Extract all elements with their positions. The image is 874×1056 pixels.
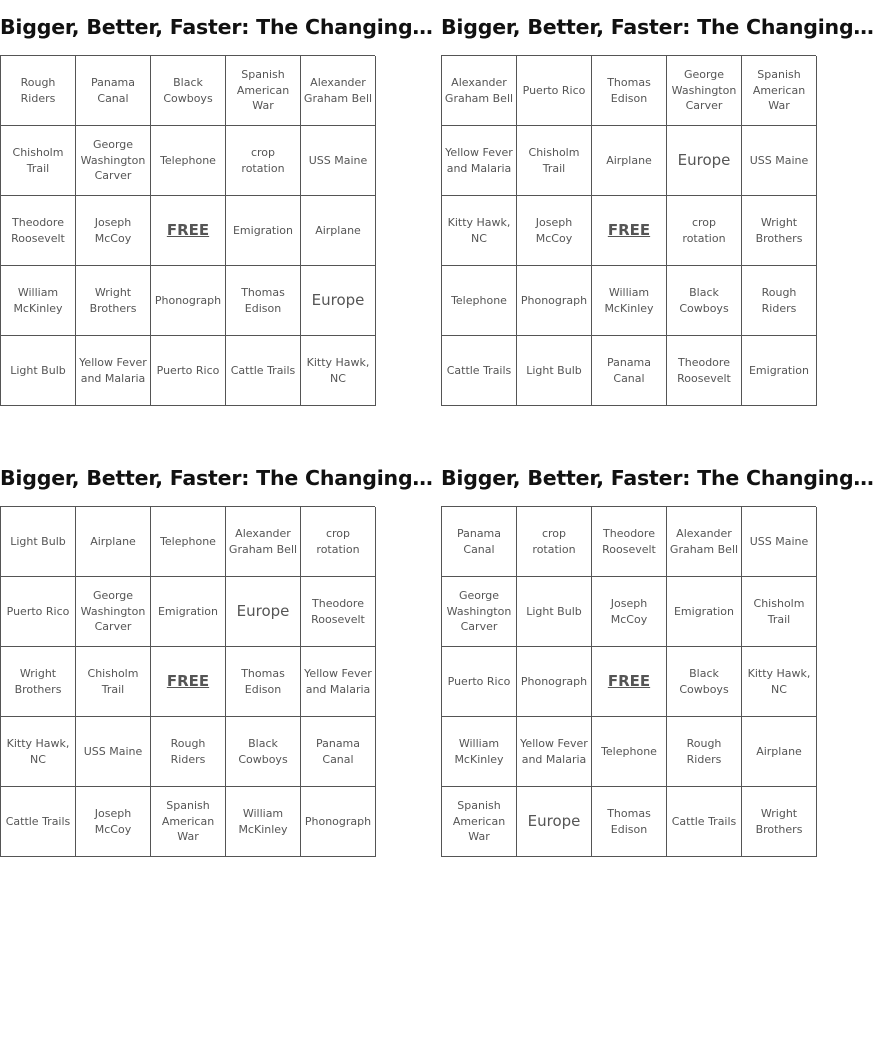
bingo-cell: Airplane [592,126,667,196]
bingo-cell: Theodore Roosevelt [301,577,376,647]
bingo-cell: Chisholm Trail [1,126,76,196]
bingo-cell: Kitty Hawk, NC [442,196,517,266]
bingo-cell: Cattle Trails [442,336,517,406]
bingo-cell: George Washington Carver [76,577,151,647]
bingo-cell: Joseph McCoy [517,196,592,266]
bingo-cell: USS Maine [76,717,151,787]
bingo-cell: Europe [226,577,301,647]
free-space: FREE [592,196,667,266]
bingo-cell: Telephone [151,507,226,577]
bingo-cell: Chisholm Trail [742,577,817,647]
bingo-cell: William McKinley [1,266,76,336]
bingo-cell: William McKinley [442,717,517,787]
bingo-cell: Joseph McCoy [76,196,151,266]
bingo-cell: Emigration [667,577,742,647]
bingo-cell: William McKinley [592,266,667,336]
bingo-cell: USS Maine [301,126,376,196]
bingo-cell: Wright Brothers [742,787,817,857]
bingo-cell: Panama Canal [301,717,376,787]
bingo-cell: George Washington Carver [667,56,742,126]
bingo-cell: Panama Canal [76,56,151,126]
bingo-grid [0,55,375,406]
bingo-cell: Telephone [442,266,517,336]
bingo-cell: Chisholm Trail [76,647,151,717]
free-space: FREE [151,647,226,717]
bingo-cell: Thomas Edison [226,266,301,336]
bingo-cell: Rough Riders [742,266,817,336]
card-title: Bigger, Better, Faster: The Changing… [0,15,433,39]
bingo-cell: Rough Riders [667,717,742,787]
bingo-cell: Panama Canal [442,507,517,577]
bingo-grid [441,506,816,857]
bingo-cell: Black Cowboys [667,647,742,717]
bingo-cell: Joseph McCoy [592,577,667,647]
bingo-cell: Rough Riders [1,56,76,126]
bingo-cell: Kitty Hawk, NC [301,336,376,406]
bingo-cell: Spanish American War [226,56,301,126]
bingo-cell: Phonograph [301,787,376,857]
free-space: FREE [151,196,226,266]
bingo-cell: Theodore Roosevelt [667,336,742,406]
bingo-cell: Cattle Trails [226,336,301,406]
bingo-cell: Telephone [151,126,226,196]
bingo-cell: Black Cowboys [667,266,742,336]
bingo-cell: Theodore Roosevelt [1,196,76,266]
bingo-cell: Telephone [592,717,667,787]
bingo-cell: Alexander Graham Bell [301,56,376,126]
bingo-cell: William McKinley [226,787,301,857]
bingo-cell: Wright Brothers [76,266,151,336]
bingo-cell: Spanish American War [742,56,817,126]
bingo-card-4 [441,451,874,857]
bingo-card-2 [441,0,874,406]
bingo-cell: Light Bulb [517,336,592,406]
bingo-cell: Europe [667,126,742,196]
bingo-cell: Yellow Fever and Malaria [76,336,151,406]
bingo-cell: Emigration [742,336,817,406]
card-title: Bigger, Better, Faster: The Changing… [441,15,874,39]
bingo-cell: Cattle Trails [667,787,742,857]
bingo-cell: Alexander Graham Bell [667,507,742,577]
bingo-cell: Light Bulb [1,507,76,577]
bingo-cell: Light Bulb [1,336,76,406]
bingo-cell: crop rotation [667,196,742,266]
bingo-cell: Europe [517,787,592,857]
bingo-cell: crop rotation [301,507,376,577]
bingo-cell: Wright Brothers [742,196,817,266]
bingo-cell: Wright Brothers [1,647,76,717]
bingo-cell: Joseph McCoy [76,787,151,857]
bingo-card-1 [0,0,433,406]
bingo-cell: Black Cowboys [151,56,226,126]
bingo-grid [441,55,816,406]
bingo-cell: Europe [301,266,376,336]
bingo-cell: Yellow Fever and Malaria [517,717,592,787]
bingo-cell: Spanish American War [442,787,517,857]
card-title: Bigger, Better, Faster: The Changing… [441,466,874,490]
bingo-cell: USS Maine [742,126,817,196]
bingo-cell: Alexander Graham Bell [226,507,301,577]
bingo-cell: Thomas Edison [226,647,301,717]
bingo-grid [0,506,375,857]
bingo-cell: crop rotation [517,507,592,577]
bingo-cell: Panama Canal [592,336,667,406]
bingo-cell: Rough Riders [151,717,226,787]
card-title: Bigger, Better, Faster: The Changing… [0,466,433,490]
bingo-cell: Thomas Edison [592,787,667,857]
bingo-cell: Theodore Roosevelt [592,507,667,577]
bingo-cell: Kitty Hawk, NC [742,647,817,717]
bingo-cell: Light Bulb [517,577,592,647]
bingo-cell: Puerto Rico [1,577,76,647]
bingo-cell: Kitty Hawk, NC [1,717,76,787]
bingo-cell: Spanish American War [151,787,226,857]
bingo-cell: Chisholm Trail [517,126,592,196]
bingo-cell: Phonograph [517,647,592,717]
bingo-cell: Puerto Rico [442,647,517,717]
bingo-cell: George Washington Carver [76,126,151,196]
bingo-cell: Emigration [151,577,226,647]
bingo-cell: crop rotation [226,126,301,196]
bingo-cell: Airplane [301,196,376,266]
bingo-cell: Black Cowboys [226,717,301,787]
bingo-card-3 [0,451,433,857]
bingo-cell: Yellow Fever and Malaria [442,126,517,196]
bingo-cell: Yellow Fever and Malaria [301,647,376,717]
bingo-cell: Airplane [76,507,151,577]
bingo-cell: Airplane [742,717,817,787]
free-space: FREE [592,647,667,717]
bingo-cell: Puerto Rico [517,56,592,126]
bingo-cell: Phonograph [517,266,592,336]
bingo-cell: Puerto Rico [151,336,226,406]
bingo-cell: Thomas Edison [592,56,667,126]
bingo-cell: USS Maine [742,507,817,577]
bingo-cell: Phonograph [151,266,226,336]
bingo-cell: Cattle Trails [1,787,76,857]
bingo-cell: Emigration [226,196,301,266]
bingo-cell: George Washington Carver [442,577,517,647]
bingo-cell: Alexander Graham Bell [442,56,517,126]
